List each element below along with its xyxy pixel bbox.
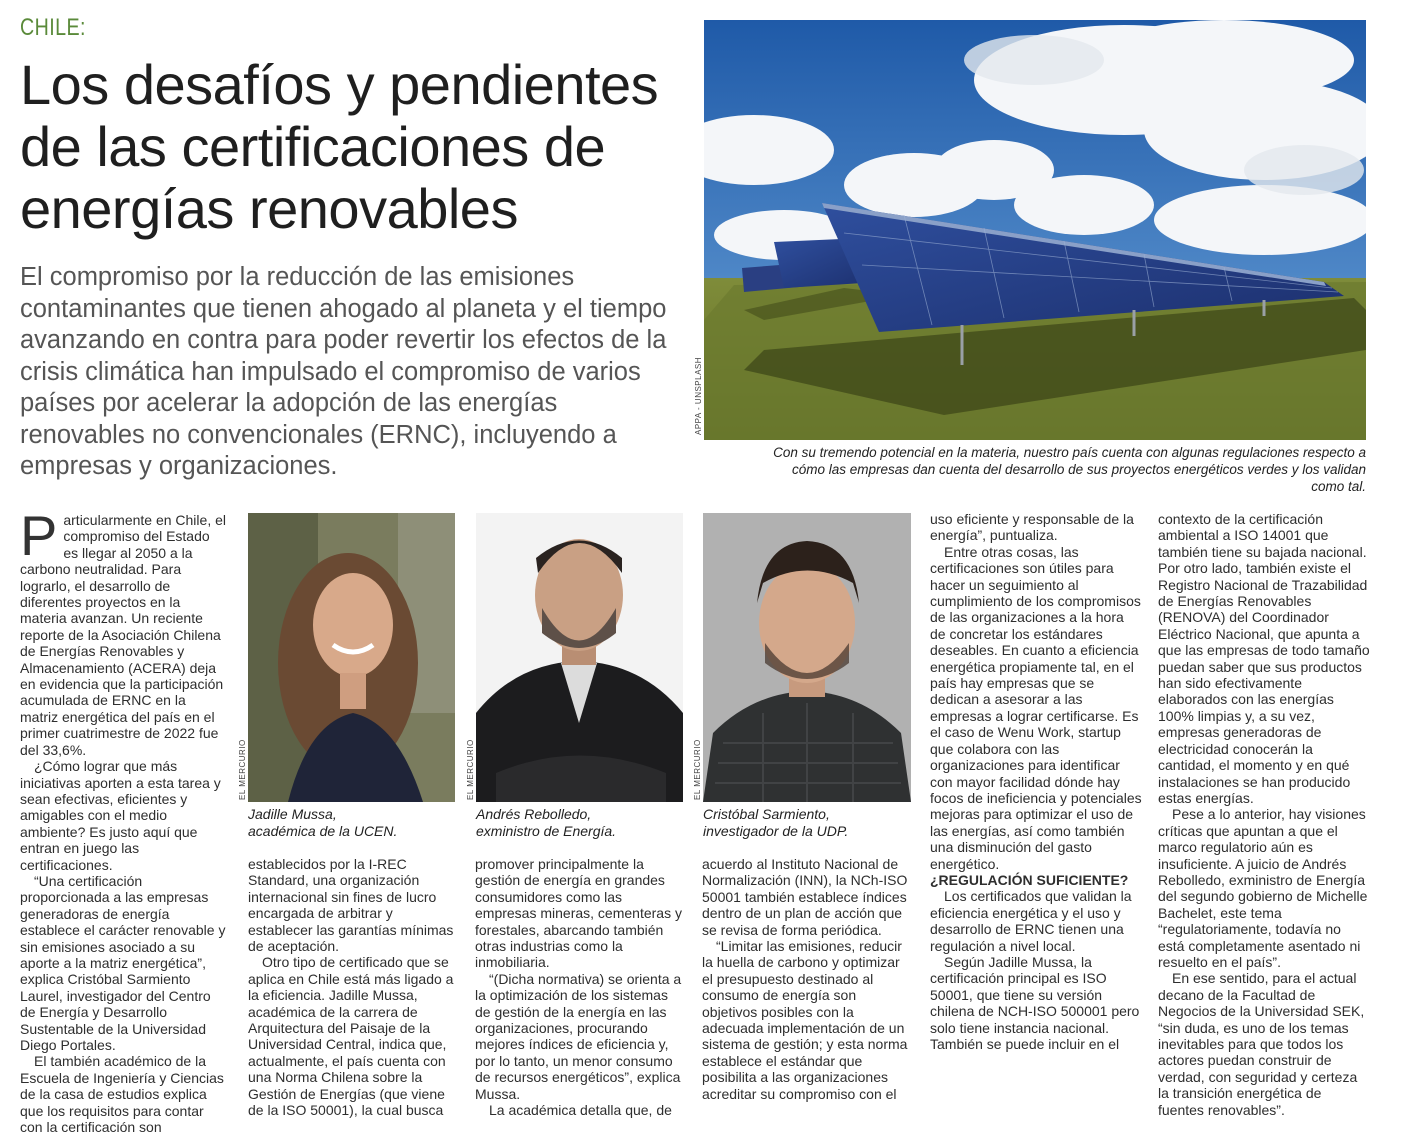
paragraph: Entre otras cosas, las certificaciones son útiles para hacer un seguimiento al cumplimiento de los compromisos de las organizaciones a la hora de concretar los estándares deseables. En cuanto a eficiencia energética propiamente tal, en el país hay empresas que se dedican a asesorar a las empresas a lograr certificarse. Es el caso de Wenu Work, startup que colabora con las organizaciones para identificar con mayor facilidad dónde hay focos de ineficiencia y potenciales mejoras para optimizar el uso de las energías, así como también una disminución del gasto energético. [930,543,1142,872]
paragraph: establecidos por la I-REC Standard, una organización internacional sin fines de lucro encargada de arbitrar y establecer las garantías mínimas de aceptación. [248,856,454,955]
caption-name: Cristóbal Sarmiento, [703,806,830,822]
photo-caption [476,806,686,839]
body-column-2 [248,856,458,1119]
body-column-5 [930,511,1142,1052]
paragraph: “Una certificación proporcionada a las empresas generadoras de energía establece el carácter renovable y sin emisiones asociado a su aporte a la matriz energética”, explica Cristóbal Sarmiento Laurel, investigador del Centro de Energía y Desarrollo Sustentable de la Universidad Diego Portales. [20,872,226,1053]
body-column-3 [475,856,685,1119]
paragraph: acuerdo al Instituto Nacional de Normalización (INN), la NCh-ISO 50001 también establece índices dentro de un plan de acción que se revisa de forma periódica. [702,856,908,938]
body-column-4 [702,856,914,1102]
paragraph: En ese sentido, para el actual decano de la Facultad de Negocios de la Universidad SEK, “sin duda, es uno de los temas inevitables para que todos los actores puedan construir de verdad, con seguridad y certeza la transición energética de fuentes renovables”. [1158,970,1365,1118]
body-column-1 [20,504,226,1136]
portrait-cristobal-sarmiento [703,513,911,802]
caption-role: exministro de Energía. [476,822,617,839]
subheading: ¿REGULACIÓN SUFICIENTE? [930,871,1129,888]
photo-credit: EL MERCURIO [238,739,247,800]
paragraph: articularmente en Chile, el compromiso del Estado es llegar al 2050 a la carbono neutralidad. Para lograrlo, el desarrollo de diferentes proyectos en la materia avanzan. Un reciente reporte de la Asociación Chilena de Energías Renovables y Almacenamiento (ACERA) deja en evidencia que la participación acumulada de ERNC en la matriz energética del país en el primer cuatrimestre de 2022 fue del 33,6%. [20,512,226,758]
paragraph: contexto de la certificación ambiental a ISO 14001 que también tiene su bajada nacional. Por otro lado, también existe el Registro Nacional de Trazabilidad de Energías Renovables (RENOVA) del Coordinador Eléctrico Nacional, que apunta a que las empresas de todo tamaño puedan saber que sus productos han sido efectivamente elaborados con las energías 100% limpias y, a su vez, empresas generadoras de electricidad conocerán la cantidad, el momento y en qué instalaciones se han producido estas energías. [1158,511,1370,806]
portrait-jadille-mussa [248,513,455,802]
drop-cap: P [20,504,58,567]
caption-role: investigador de la UDP. [703,822,849,839]
paragraph: Los certificados que validan la eficiencia energética y el uso y desarrollo de ERNC tienen una regulación a nivel local. [930,888,1132,954]
paragraph: uso eficiente y responsable de la energía”, puntualiza. [930,511,1134,544]
paragraph: Otro tipo de certificado que se aplica en Chile está más ligado a la eficiencia. Jadille Mussa, académica de la carrera de Arquitectura del Paisaje de la Universidad Central, indica que, actualmente, el país cuenta con una Norma Chilena sobre la Gestión de Energías (que viene de la ISO 50001), la cual busca [248,954,454,1119]
paragraph: ¿Cómo lograr que más iniciativas aporten a esta tarea y sean efectivas, eficientes y amigables con el medio ambiente? Es justo aquí que entran en juego las certificaciones. [20,758,221,873]
paragraph: “(Dicha normativa) se orienta a la optimización de los sistemas de gestión de la energía en las organizaciones, procurando mejores índices de eficiencia y, por lo tanto, un menor consumo de recursos energéticos”, explica Mussa. [475,970,682,1102]
paragraph: El también académico de la Escuela de Ingeniería y Ciencias de la casa de estudios explica que los requisitos para contar con la certificación son [20,1053,224,1136]
photo-caption [248,806,458,839]
caption-name: Andrés Rebolledo, [476,806,592,822]
article-title: Los desafíos y pendientes de las certificaciones de energías renovables [20,53,659,240]
paragraph: La académica detalla que, de [489,1102,672,1119]
photo-credit: EL MERCURIO [466,739,475,800]
hero-caption: Con su tremendo potencial en la materia, nuestro país cuenta con algunas regulaciones respecto a cómo las empresas dan cuenta del desarrollo de sus proyectos energéticos verdes y los validan como tal. [773,445,1366,494]
portrait-andres-rebolledo [476,513,683,802]
paragraph: Pese a lo anterior, hay visiones críticas que apuntan a que el marco regulatorio aún es insuficiente. A juicio de Andrés Rebolledo, exministro de Energía del segundo gobierno de Michelle Bachelet, este tema “regulatoriamente, todavía no está completamente asentado ni resuelto en el país”. [1158,806,1368,970]
caption-role: académica de la UCEN. [248,822,398,839]
paragraph: “Limitar las emisiones, reducir la huella de carbono y optimizar el presupuesto destinado al consumo de energía son objetivos posibles con la adecuada implementación de un sistema de gestión; y esta norma establece el estándar que posibilita a las organizaciones acreditar su compromiso con el [702,938,908,1102]
solar-panels-photo [704,20,1366,440]
section-label: CHILE: [20,14,86,41]
caption-name: Jadille Mussa, [248,806,337,822]
paragraph: Según Jadille Mussa, la certificación principal es ISO 50001, que tiene su versión chilena de NCH-ISO 500001 pero solo tiene instancia nacional. También se puede incluir en el [930,953,1140,1052]
hero-photo-credit: APPA - UNSPLASH [694,356,703,435]
paragraph: promover principalmente la gestión de energía en grandes consumidores como las empresas mineras, cementeras y forestales, abarcando también otras industrias como la inmobiliaria. [475,856,682,971]
photo-credit: EL MERCURIO [693,739,702,800]
article-lead: El compromiso por la reducción de las emisiones contaminantes que tienen ahogado al planeta y el tiempo avanzando en contra para poder revertir los efectos de la crisis climática han impulsado el compromiso de varios países por acelerar la adopción de las energías renovables no convencionales (ERNC), incluyendo a empresas y organizaciones. [20,263,667,480]
body-column-6 [1158,511,1370,1118]
photo-caption [703,806,913,839]
